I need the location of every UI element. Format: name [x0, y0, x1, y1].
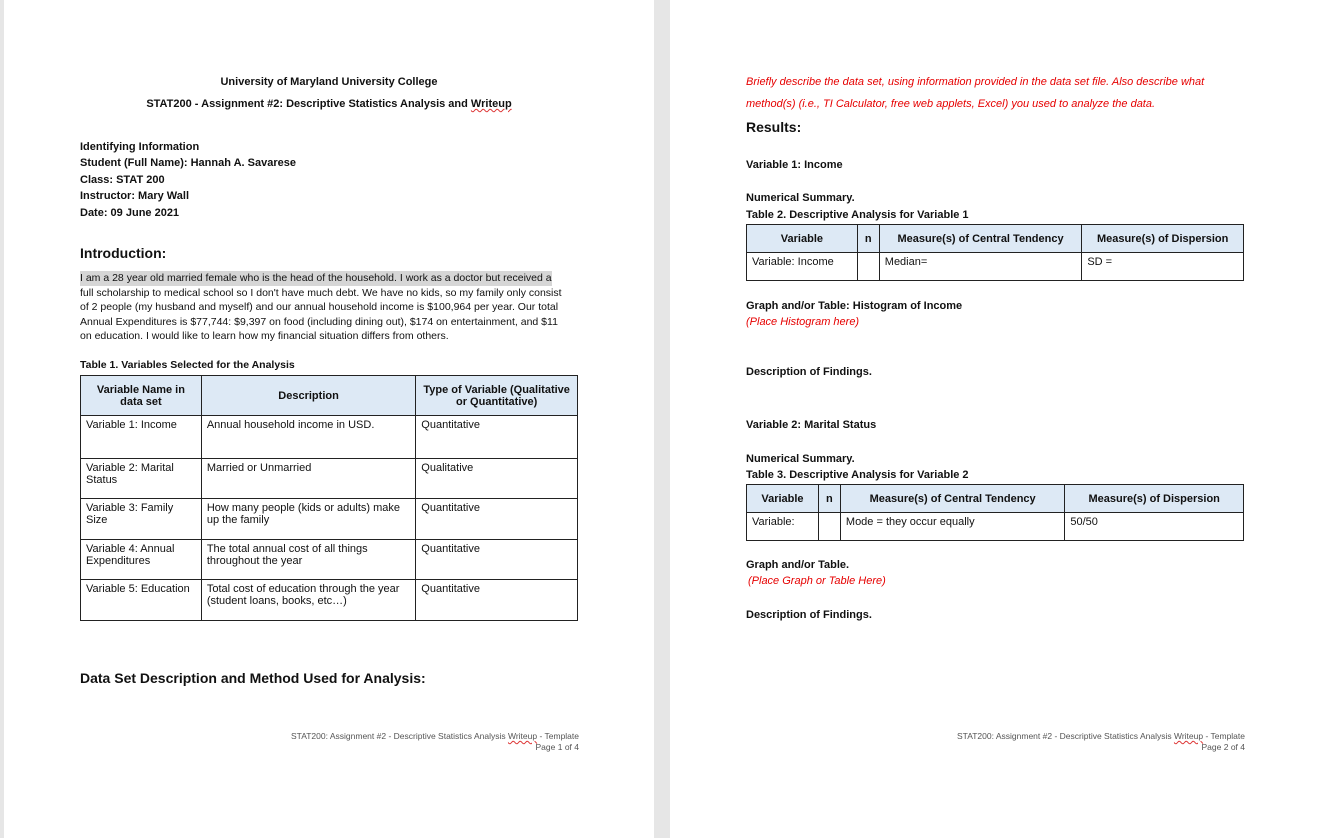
student-name: Student (Full Name): Hannah A. Savarese	[80, 157, 296, 169]
table-cell: Mode = they occur equally	[840, 513, 1064, 541]
table-row	[81, 540, 578, 580]
introduction-paragraph	[80, 271, 580, 344]
footer-title: STAT200: Assignment #2 - Descriptive Statistics Analysis Writeup - Template	[290, 731, 579, 741]
table-header-cell: Measure(s) of Dispersion	[1082, 225, 1244, 253]
variable1-heading: Variable 1: Income	[746, 159, 843, 171]
table-header-row	[747, 485, 1244, 513]
table-cell: Annual household income in USD.	[201, 416, 415, 459]
intro-line: Annual Expenditures is $77,744: $9,397 on food (including dining out), $174 on entertainment, and $11	[80, 315, 558, 328]
class-name: Class: STAT 200	[80, 174, 165, 186]
page-footer	[204, 731, 579, 753]
page-footer	[870, 731, 1245, 753]
table-cell: Variable: Income	[747, 253, 858, 281]
table-cell: Variable 5: Education	[81, 580, 202, 621]
table-header-cell: Measure(s) of Central Tendency	[840, 485, 1064, 513]
table-header-cell: n	[818, 485, 840, 513]
table-row	[81, 416, 578, 459]
variables-table	[80, 375, 578, 621]
table1-caption: Table 1. Variables Selected for the Analysis	[80, 359, 295, 371]
table-header-cell: Measure(s) of Dispersion	[1065, 485, 1244, 513]
table-header-row	[747, 225, 1244, 253]
variable1-numerical-summary: Numerical Summary.	[746, 192, 855, 204]
variable2-graph-label: Graph and/or Table.	[746, 559, 850, 571]
table-cell: Quantitative	[416, 499, 578, 540]
footer-title: STAT200: Assignment #2 - Descriptive Statistics Analysis Writeup - Template	[956, 731, 1245, 741]
table-row	[81, 499, 578, 540]
table-cell: Variable 1: Income	[81, 416, 202, 459]
variable1-table	[746, 224, 1244, 281]
table-cell: How many people (kids or adults) make up the family	[201, 499, 415, 540]
intro-line: full scholarship to medical school so I don't have much debt. We have no kids, so my family only consist	[80, 286, 562, 299]
table-cell	[818, 513, 840, 541]
university-title: University of Maryland University College	[220, 76, 438, 88]
table-header-cell: Variable	[747, 485, 819, 513]
variable2-heading: Variable 2: Marital Status	[746, 419, 877, 431]
table-header-row	[81, 376, 578, 416]
instruction-line: method(s) (i.e., TI Calculator, free web applets, Excel) you used to analyze the data.	[746, 98, 1156, 110]
page-number: Page 1 of 4	[535, 742, 579, 752]
table-cell: Variable 4: Annual Expenditures	[81, 540, 202, 580]
table-cell: Quantitative	[416, 540, 578, 580]
table-cell: SD =	[1082, 253, 1244, 281]
table-cell: Quantitative	[416, 580, 578, 621]
table-cell: Quantitative	[416, 416, 578, 459]
variable2-findings: Description of Findings.	[746, 609, 872, 621]
table-cell	[857, 253, 879, 281]
table-row	[747, 513, 1244, 541]
results-heading: Results:	[746, 119, 802, 135]
table-cell: Variable 2: Marital Status	[81, 459, 202, 499]
variable2-numerical-summary: Numerical Summary.	[746, 453, 855, 465]
table-header-cell: n	[857, 225, 879, 253]
intro-line: of 2 people (my husband and myself) and our annual household income is $100,964 per year. Our total	[80, 301, 559, 313]
table-row	[81, 580, 578, 621]
table-cell: Total cost of education through the year (student loans, books, etc…)	[201, 580, 415, 621]
instruction-text	[746, 74, 1266, 112]
graph-placeholder: (Place Graph or Table Here)	[748, 575, 886, 587]
intro-line: I am a 28 year old married female who is the head of the household. I work as a doctor but received a	[80, 272, 552, 284]
table-row	[747, 253, 1244, 281]
identifying-info-title: Identifying Information	[80, 141, 200, 153]
instruction-line: Briefly describe the data set, using information provided in the data set file. Also describe what	[746, 76, 1205, 88]
intro-line: on education. I would like to learn how my financial situation differs from others.	[80, 330, 449, 342]
variable2-table	[746, 484, 1244, 541]
table-cell: The total annual cost of all things throughout the year	[201, 540, 415, 580]
page-number: Page 2 of 4	[1201, 742, 1245, 752]
document-page-1	[4, 0, 654, 838]
table-header-cell: Variable Name in data set	[81, 376, 202, 416]
document-page-2	[670, 0, 1320, 838]
table-cell: Variable:	[747, 513, 819, 541]
table-header-cell: Type of Variable (Qualitative or Quantitative)	[416, 376, 578, 416]
date: Date: 09 June 2021	[80, 207, 180, 219]
instructor-name: Instructor: Mary Wall	[80, 190, 189, 202]
variable1-findings: Description of Findings.	[746, 366, 872, 378]
table-cell: Median=	[879, 253, 1082, 281]
table-header-cell: Variable	[747, 225, 858, 253]
assignment-title: STAT200 - Assignment #2: Descriptive Statistics Analysis and Writeup	[146, 98, 512, 110]
table2-caption: Table 2. Descriptive Analysis for Variable 1	[746, 209, 969, 221]
histogram-placeholder: (Place Histogram here)	[746, 316, 860, 328]
table-cell: Married or Unmarried	[201, 459, 415, 499]
table-cell: Qualitative	[416, 459, 578, 499]
introduction-heading: Introduction:	[80, 245, 167, 261]
variable1-graph-label: Graph and/or Table: Histogram of Income	[746, 300, 963, 312]
table-cell: Variable 3: Family Size	[81, 499, 202, 540]
table-header-cell: Measure(s) of Central Tendency	[879, 225, 1082, 253]
table-row	[81, 459, 578, 499]
table3-caption: Table 3. Descriptive Analysis for Variable 2	[746, 469, 969, 481]
dataset-description-heading: Data Set Description and Method Used for Analysis:	[80, 670, 426, 686]
table-header-cell: Description	[201, 376, 415, 416]
table-cell: 50/50	[1065, 513, 1244, 541]
